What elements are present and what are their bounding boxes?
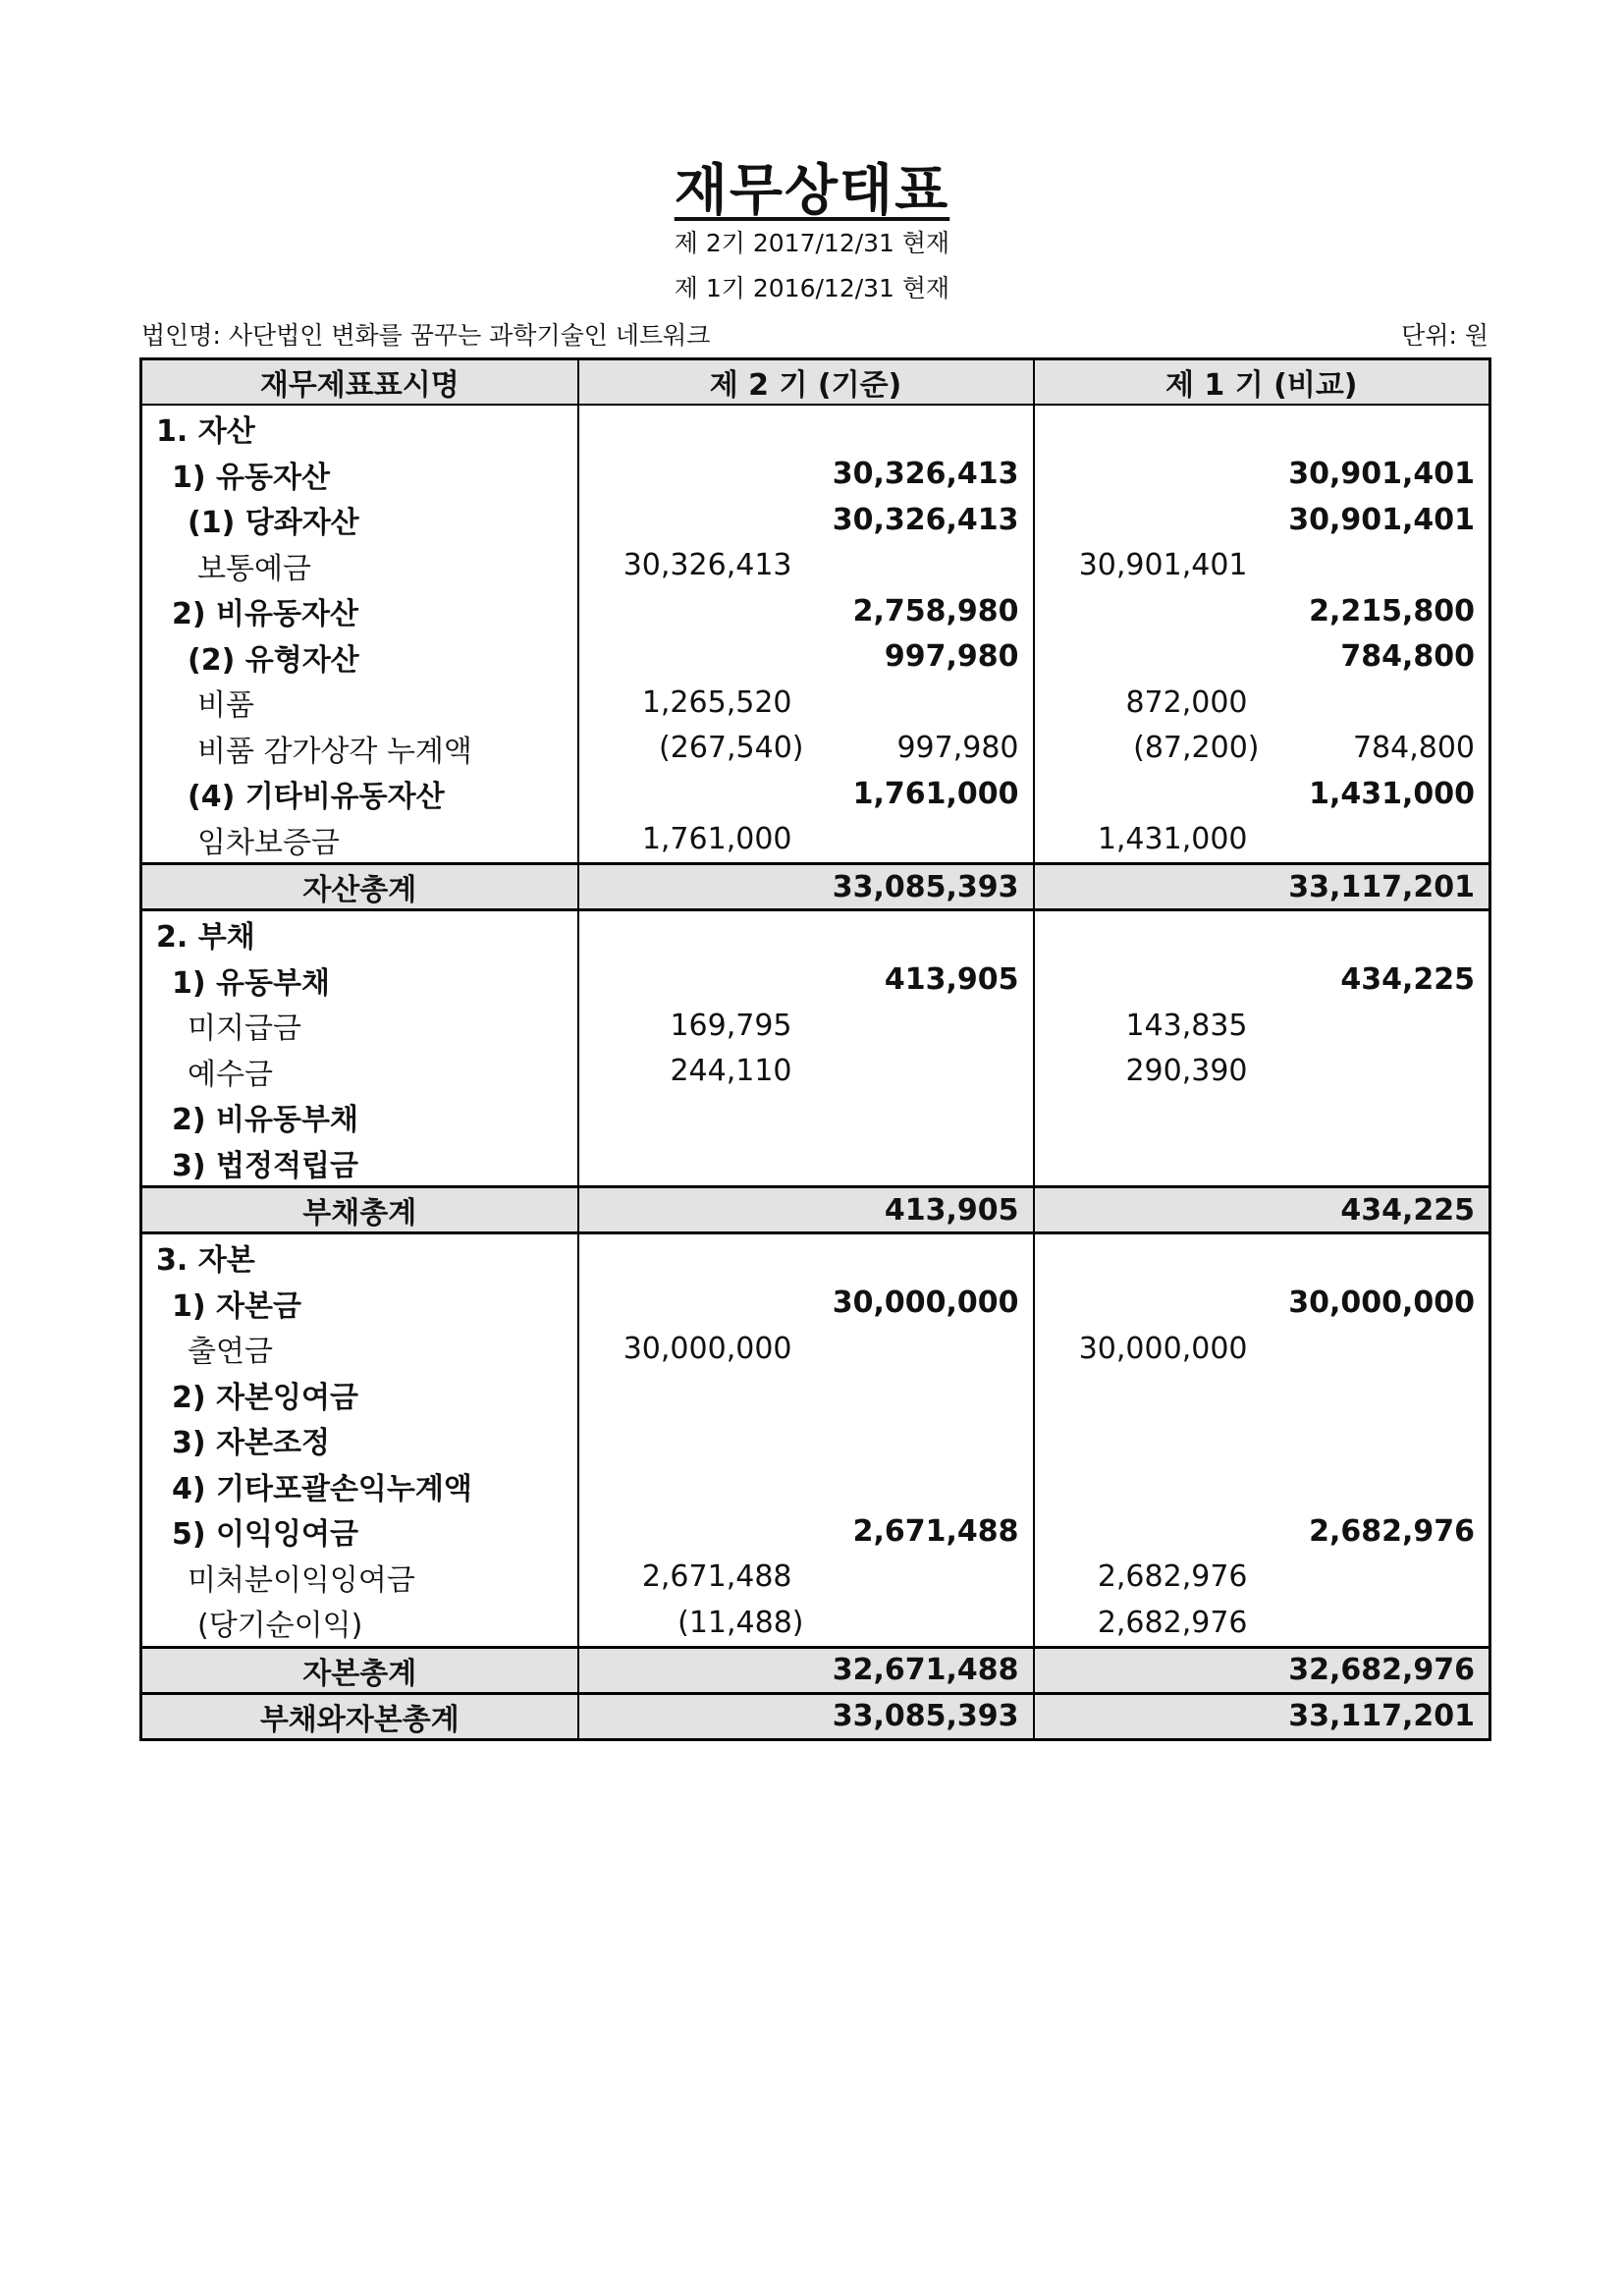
current-detail-amount	[578, 1508, 806, 1555]
current-detail-amount	[578, 1463, 806, 1509]
account-label: 비품	[141, 680, 578, 726]
account-label: 예수금	[141, 1049, 578, 1095]
current-detail-amount	[578, 864, 806, 910]
prior-detail-amount: 30,000,000	[1078, 1331, 1248, 1366]
account-label: 자본총계	[141, 1647, 578, 1693]
prior-detail-amount: 2,682,976	[1097, 1559, 1248, 1595]
current-detail-amount: 244,110	[670, 1054, 792, 1089]
account-label: (1) 당좌자산	[141, 497, 578, 543]
table-body	[141, 405, 1490, 1739]
current-total-amount: 2,671,488	[806, 1508, 1034, 1555]
table-row	[141, 497, 1490, 543]
prior-detail-amount	[1034, 864, 1262, 910]
table-row	[141, 771, 1490, 817]
header-prior-period: 제 1 기 (비교)	[1034, 359, 1490, 406]
account-label: (4) 기타비유동자산	[141, 771, 578, 817]
entity-name: 법인명: 사단법인 변화를 꿈꾸는 과학기술인 네트워크	[141, 321, 711, 350]
current-detail-amount: (11,488)	[677, 1605, 804, 1640]
table-row	[141, 1281, 1490, 1327]
current-detail-amount	[578, 1281, 806, 1327]
current-detail-amount	[578, 405, 806, 452]
current-total-amount	[806, 817, 1034, 864]
account-label: 자산총계	[141, 864, 578, 910]
table-row	[141, 817, 1490, 864]
prior-detail-amount	[1034, 497, 1262, 543]
balance-sheet-table	[139, 357, 1491, 1741]
account-label: 비품 감가상각 누계액	[141, 726, 578, 772]
prior-detail-amount: 2,682,976	[1097, 1605, 1248, 1640]
current-detail-amount: 2,671,488	[641, 1559, 792, 1595]
prior-total-amount: 2,682,976	[1262, 1508, 1490, 1555]
prior-detail-amount	[1034, 1094, 1262, 1140]
current-total-amount	[806, 1233, 1034, 1281]
current-detail-amount	[578, 910, 806, 957]
current-detail-amount	[578, 1233, 806, 1281]
prior-total-amount	[1262, 1049, 1490, 1095]
prior-detail-amount: 143,835	[1125, 1008, 1248, 1043]
account-label: 부채와자본총계	[141, 1693, 578, 1739]
period-current: 제 2기 2017/12/31 현재	[674, 229, 950, 257]
current-detail-amount	[578, 1187, 806, 1233]
current-total-amount: 1,761,000	[806, 771, 1034, 817]
current-total-amount	[806, 1417, 1034, 1463]
prior-detail-amount	[1034, 1233, 1262, 1281]
current-detail-amount: 1,265,520	[641, 684, 792, 720]
current-total-amount	[806, 680, 1034, 726]
prior-detail-amount	[1034, 1140, 1262, 1187]
prior-detail-amount	[1034, 957, 1262, 1004]
prior-detail-amount	[1034, 1647, 1262, 1693]
table-row	[141, 1508, 1490, 1555]
account-label: 출연금	[141, 1326, 578, 1372]
table-row	[141, 634, 1490, 681]
prior-detail-amount	[1034, 405, 1262, 452]
table-row	[141, 1600, 1490, 1647]
prior-total-amount	[1262, 1555, 1490, 1601]
account-label: 2) 자본잉여금	[141, 1372, 578, 1418]
prior-detail-amount: (87,200)	[1133, 731, 1260, 766]
current-total-amount	[806, 1003, 1034, 1049]
document-title: 재무상태표	[674, 159, 950, 223]
current-total-amount: 997,980	[806, 726, 1034, 772]
prior-total-amount	[1262, 1003, 1490, 1049]
prior-detail-amount	[1034, 1372, 1262, 1418]
total-row	[141, 1187, 1490, 1233]
account-label: 4) 기타포괄손익누계액	[141, 1463, 578, 1509]
prior-detail-amount	[1034, 1187, 1262, 1233]
prior-total-amount	[1262, 1600, 1490, 1647]
table-row	[141, 1555, 1490, 1601]
prior-total-amount: 33,117,201	[1262, 1693, 1490, 1739]
total-row	[141, 1647, 1490, 1693]
prior-total-amount	[1262, 680, 1490, 726]
prior-detail-amount	[1034, 634, 1262, 681]
current-total-amount	[806, 543, 1034, 589]
prior-total-amount	[1262, 1417, 1490, 1463]
prior-total-amount: 784,800	[1262, 726, 1490, 772]
table-row	[141, 1233, 1490, 1281]
account-label: 미지급금	[141, 1003, 578, 1049]
period-prior: 제 1기 2016/12/31 현재	[674, 274, 950, 302]
current-detail-amount	[578, 497, 806, 543]
prior-detail-amount	[1034, 910, 1262, 957]
account-label: 부채총계	[141, 1187, 578, 1233]
total-row	[141, 864, 1490, 910]
current-detail-amount: 30,000,000	[623, 1331, 792, 1366]
account-label: 5) 이익잉여금	[141, 1508, 578, 1555]
current-total-amount: 413,905	[806, 957, 1034, 1004]
header-current-period: 제 2 기 (기준)	[578, 359, 1034, 406]
current-total-amount	[806, 1049, 1034, 1095]
current-total-amount: 30,000,000	[806, 1281, 1034, 1327]
account-label: 1) 자본금	[141, 1281, 578, 1327]
prior-detail-amount	[1034, 1693, 1262, 1739]
current-detail-amount	[578, 1417, 806, 1463]
table-row	[141, 1372, 1490, 1418]
prior-total-amount	[1262, 405, 1490, 452]
prior-detail-amount	[1034, 1463, 1262, 1509]
current-total-amount	[806, 1463, 1034, 1509]
prior-total-amount: 32,682,976	[1262, 1647, 1490, 1693]
account-label: 2) 비유동부채	[141, 1094, 578, 1140]
current-total-amount	[806, 1372, 1034, 1418]
prior-total-amount	[1262, 1372, 1490, 1418]
table-row	[141, 588, 1490, 634]
prior-total-amount: 33,117,201	[1262, 864, 1490, 910]
table-row	[141, 1140, 1490, 1187]
table-row	[141, 910, 1490, 957]
account-label: 1) 유동부채	[141, 957, 578, 1004]
prior-total-amount: 30,000,000	[1262, 1281, 1490, 1327]
table-row	[141, 1463, 1490, 1509]
prior-total-amount: 2,215,800	[1262, 588, 1490, 634]
prior-total-amount	[1262, 1233, 1490, 1281]
current-detail-amount: 30,326,413	[623, 548, 792, 583]
prior-detail-amount: 30,901,401	[1078, 548, 1248, 583]
current-detail-amount	[578, 1372, 806, 1418]
current-total-amount: 997,980	[806, 634, 1034, 681]
current-detail-amount	[578, 1647, 806, 1693]
account-label: 3) 법정적립금	[141, 1140, 578, 1187]
account-label: 1) 유동자산	[141, 452, 578, 498]
prior-detail-amount	[1034, 1508, 1262, 1555]
account-label: 보통예금	[141, 543, 578, 589]
account-label: 3) 자본조정	[141, 1417, 578, 1463]
table-row	[141, 405, 1490, 452]
current-detail-amount	[578, 634, 806, 681]
prior-detail-amount: 290,390	[1125, 1054, 1248, 1089]
table-row	[141, 543, 1490, 589]
account-label: 2) 비유동자산	[141, 588, 578, 634]
prior-detail-amount	[1034, 1417, 1262, 1463]
prior-total-amount: 784,800	[1262, 634, 1490, 681]
current-detail-amount	[578, 1140, 806, 1187]
prior-detail-amount	[1034, 452, 1262, 498]
account-label: 3. 자본	[141, 1233, 578, 1281]
account-label: (2) 유형자산	[141, 634, 578, 681]
current-total-amount	[806, 405, 1034, 452]
prior-total-amount	[1262, 543, 1490, 589]
prior-total-amount	[1262, 910, 1490, 957]
current-total-amount	[806, 1140, 1034, 1187]
meta-row	[141, 316, 1489, 352]
current-total-amount: 32,671,488	[806, 1647, 1034, 1693]
table-row	[141, 680, 1490, 726]
prior-total-amount	[1262, 1326, 1490, 1372]
account-label: 임차보증금	[141, 817, 578, 864]
current-detail-amount: 1,761,000	[641, 822, 792, 857]
table-row	[141, 1417, 1490, 1463]
current-detail-amount	[578, 771, 806, 817]
prior-total-amount: 1,431,000	[1262, 771, 1490, 817]
account-label: 2. 부채	[141, 910, 578, 957]
total-row	[141, 1693, 1490, 1739]
prior-total-amount: 434,225	[1262, 957, 1490, 1004]
table-row	[141, 1003, 1490, 1049]
table-row	[141, 1049, 1490, 1095]
current-total-amount	[806, 1600, 1034, 1647]
account-label: (당기순이익)	[141, 1600, 578, 1647]
current-total-amount	[806, 1094, 1034, 1140]
prior-total-amount	[1262, 1094, 1490, 1140]
table-row	[141, 957, 1490, 1004]
table-row	[141, 1326, 1490, 1372]
current-total-amount: 2,758,980	[806, 588, 1034, 634]
prior-total-amount	[1262, 817, 1490, 864]
table-row	[141, 452, 1490, 498]
current-total-amount: 30,326,413	[806, 497, 1034, 543]
current-detail-amount	[578, 1693, 806, 1739]
account-label: 1. 자산	[141, 405, 578, 452]
prior-detail-amount	[1034, 771, 1262, 817]
current-detail-amount	[578, 1094, 806, 1140]
current-total-amount: 30,326,413	[806, 452, 1034, 498]
prior-detail-amount	[1034, 1281, 1262, 1327]
current-total-amount: 413,905	[806, 1187, 1034, 1233]
account-label: 미처분이익잉여금	[141, 1555, 578, 1601]
prior-total-amount	[1262, 1140, 1490, 1187]
unit-label: 단위: 원	[1401, 321, 1489, 350]
current-total-amount: 33,085,393	[806, 1693, 1034, 1739]
current-detail-amount	[578, 957, 806, 1004]
current-total-amount	[806, 910, 1034, 957]
table-row	[141, 1094, 1490, 1140]
current-detail-amount	[578, 588, 806, 634]
prior-total-amount	[1262, 1463, 1490, 1509]
current-total-amount: 33,085,393	[806, 864, 1034, 910]
table-row	[141, 726, 1490, 772]
prior-total-amount: 30,901,401	[1262, 452, 1490, 498]
current-detail-amount	[578, 452, 806, 498]
prior-detail-amount	[1034, 588, 1262, 634]
header-account: 재무제표표시명	[141, 359, 578, 406]
table-header-row	[141, 359, 1490, 406]
prior-detail-amount: 1,431,000	[1097, 822, 1248, 857]
prior-total-amount: 30,901,401	[1262, 497, 1490, 543]
current-detail-amount: 169,795	[670, 1008, 792, 1043]
current-detail-amount: (267,540)	[659, 731, 804, 766]
current-total-amount	[806, 1555, 1034, 1601]
current-total-amount	[806, 1326, 1034, 1372]
prior-detail-amount: 872,000	[1125, 684, 1248, 720]
prior-total-amount: 434,225	[1262, 1187, 1490, 1233]
